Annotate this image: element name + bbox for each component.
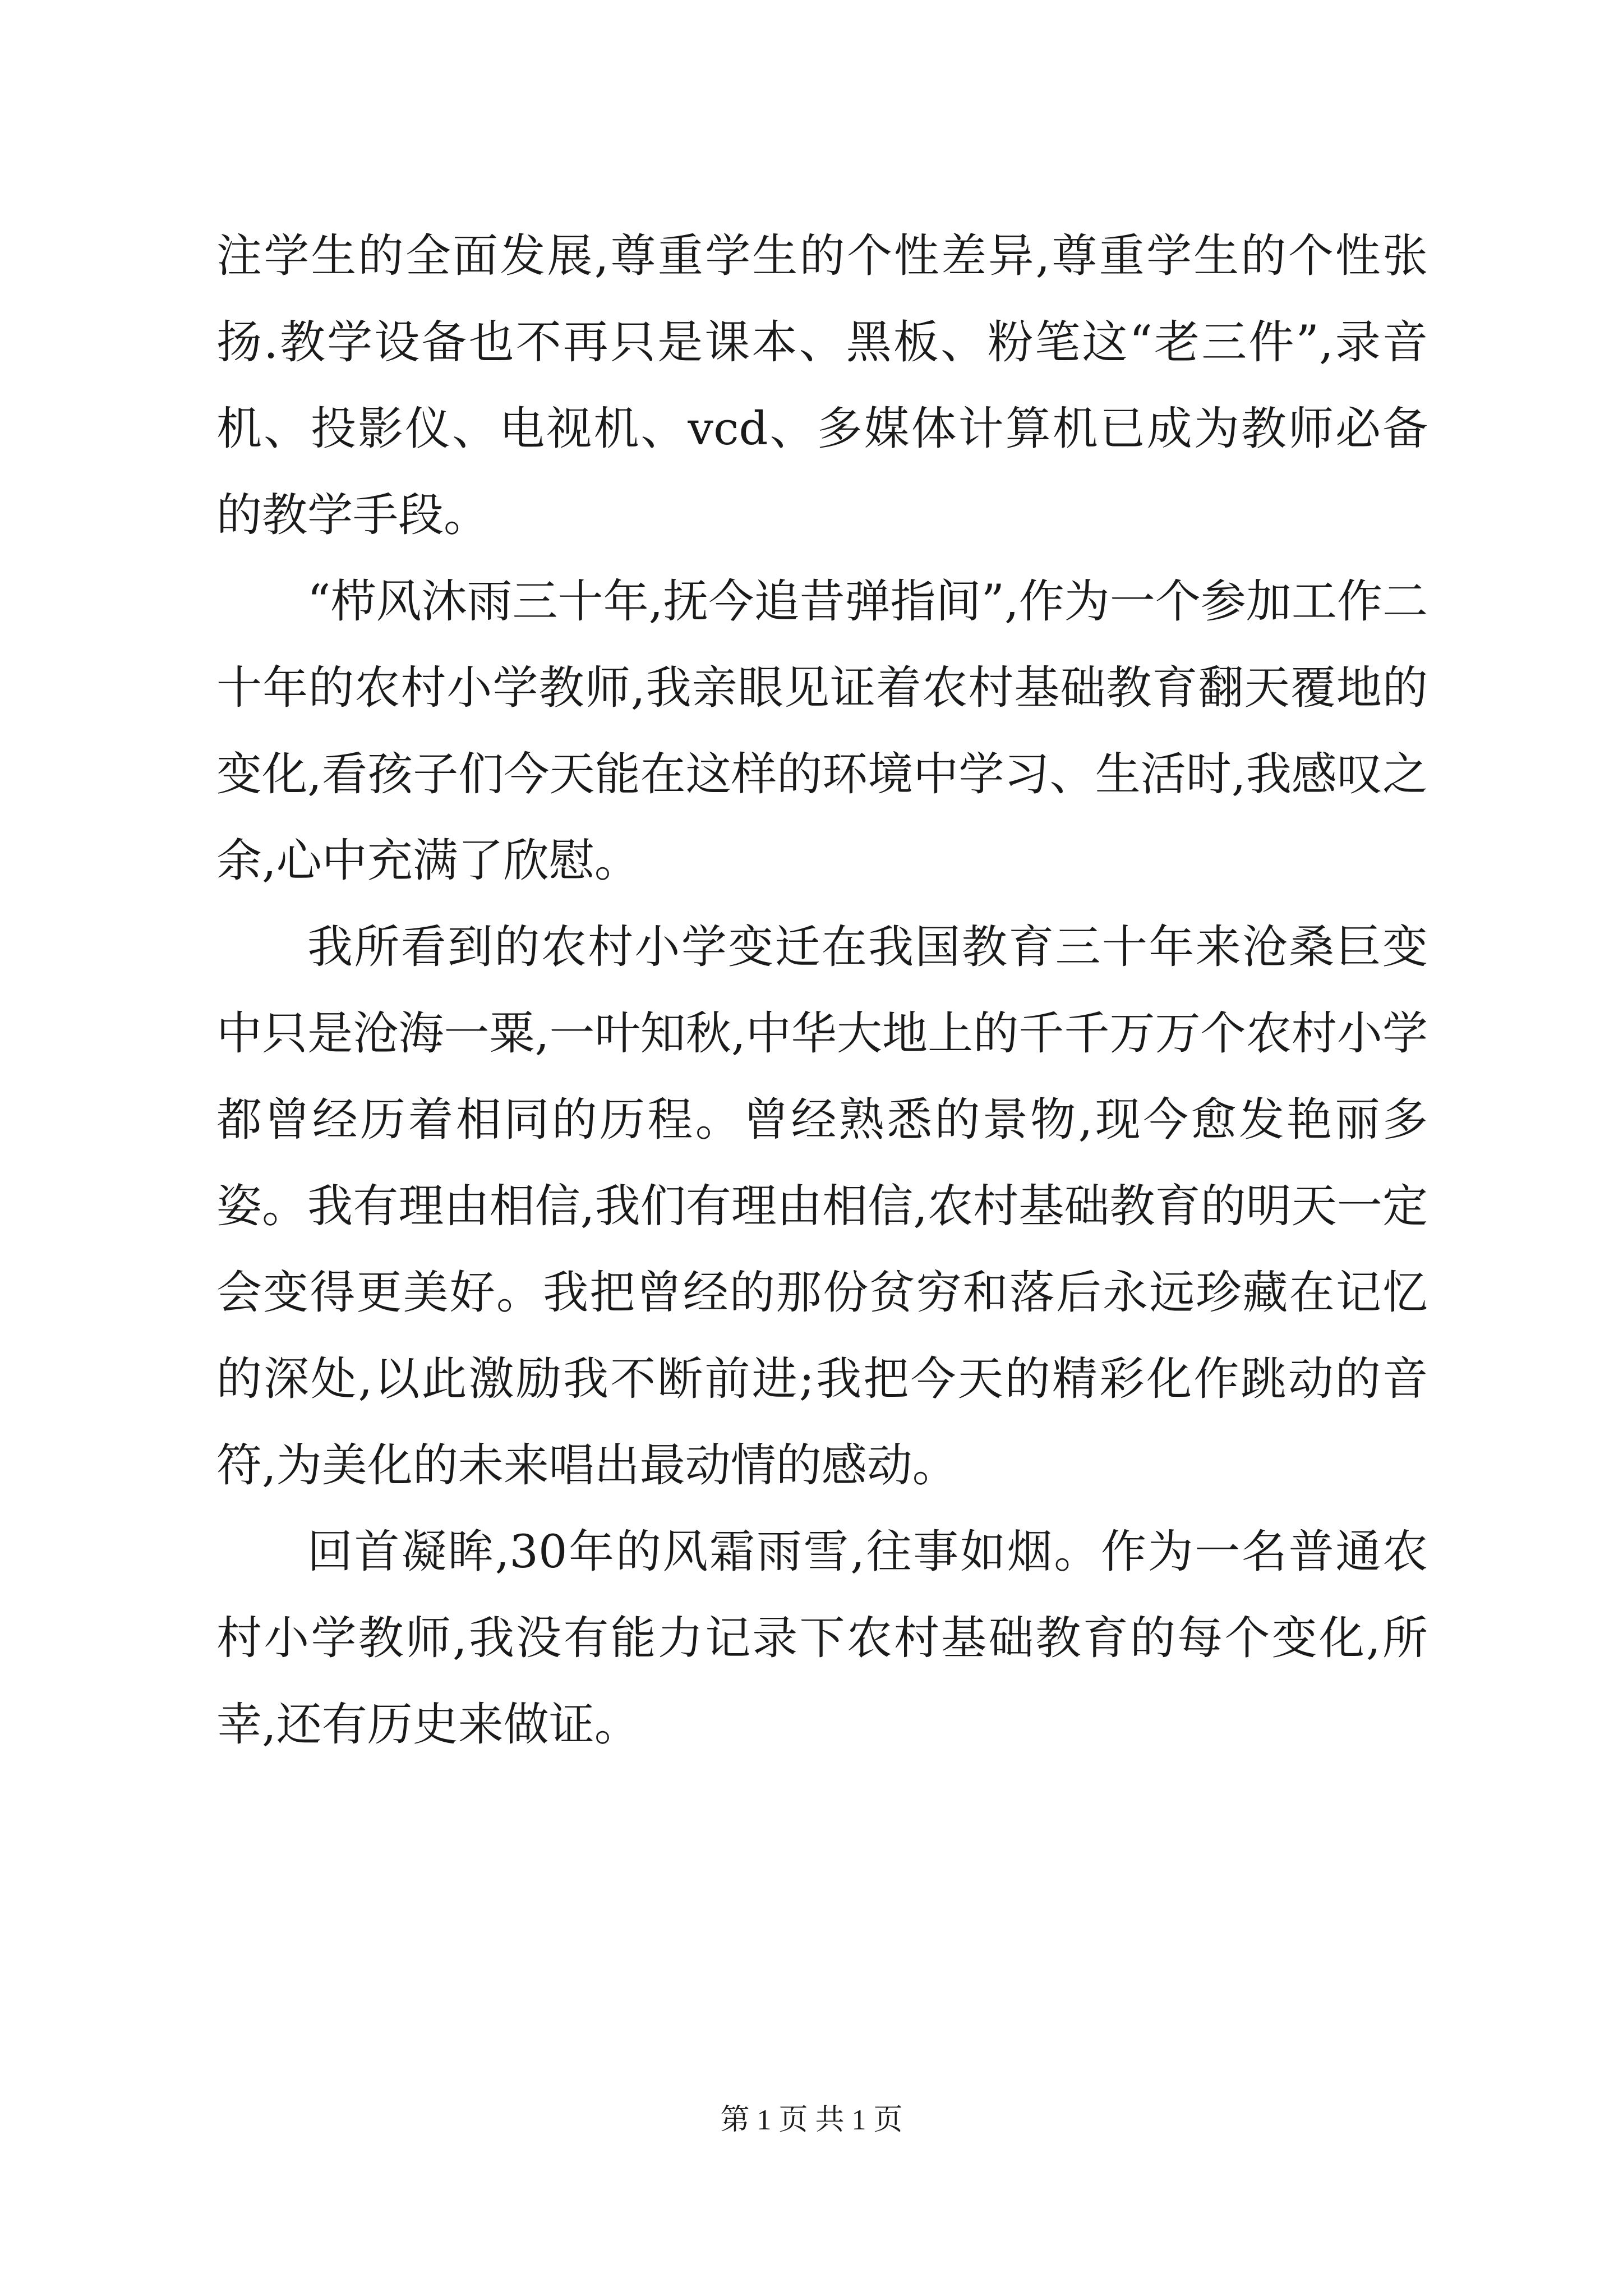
paragraph-2: “栉风沐雨三十年,抚今追昔弹指间”,作为一个参加工作二十年的农村小学教师,我亲眼见证着农村基础教育翻天覆地的变化,看孩子们今天能在这样的环境中学习、生活时,我感叹之余,心中充满了欣慰。 xyxy=(216,576,1428,887)
page-footer xyxy=(0,2101,1623,2140)
document-body xyxy=(216,213,1428,1768)
paragraph-3: 我所看到的农村小学变迁在我国教育三十年来沧桑巨变中只是沧海一粟,一叶知秋,中华大地上的千千万万个农村小学都曾经历着相同的历程。曾经熟悉的景物,现今愈发艳丽多姿。我有理由相信,我们有理由相信,农村基础教育的明天一定会变得更美好。我把曾经的那份贫穷和落后永远珍藏在记忆的深处,以此激励我不断前进;我把今天的精彩化作跳动的音符,为美化的未来唱出最动情的感动。 xyxy=(216,921,1428,1492)
paragraph-4: 回首凝眸,30年的风霜雨雪,往事如烟。作为一名普通农村小学教师,我没有能力记录下农村基础教育的每个变化,所幸,还有历史来做证。 xyxy=(216,1526,1428,1751)
page-number-label: 第 1 页 共 1 页 xyxy=(720,2104,903,2136)
paragraph-1: 注学生的全面发展,尊重学生的个性差异,尊重学生的个性张扬.教学设备也不再只是课本、黑板、粉笔这“老三件”,录音机、投影仪、电视机、vcd、多媒体计算机已成为教师必备的教学手段。 xyxy=(216,230,1428,542)
